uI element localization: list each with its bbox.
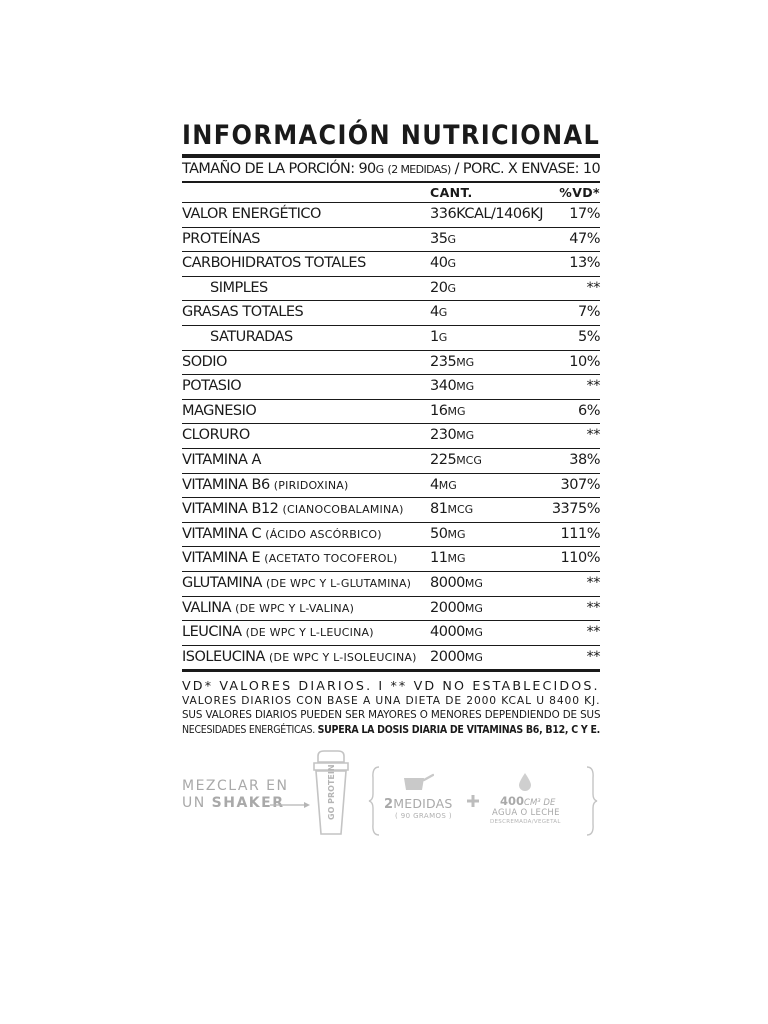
table-row [182,399,600,424]
water-amount-label [500,794,555,808]
water-unit: CM³ DE [524,798,556,808]
nutrient-amount [430,474,457,498]
nutrient-name [182,252,366,276]
amount-unit: MG [464,650,483,664]
amount-unit: MCG [456,453,482,467]
amount-value: 8000 [430,574,465,591]
nutrient-label: VITAMINA C [182,525,266,542]
nutrient-vd: ** [586,427,600,444]
nutrient-vd: 6% [577,402,600,419]
column-header-row [182,183,600,202]
left-brace-icon [368,766,380,836]
table-row [182,645,600,673]
nutrient-amount [430,523,465,547]
nutrient-vd: 38% [569,451,600,468]
nutrient-amount [430,351,474,375]
panel-title: INFORMACIÓN NUTRICIONAL [182,120,601,151]
amount-value: 4 [430,476,439,493]
amount-unit: G [447,281,456,295]
amount-unit: MCG [447,503,474,517]
nutrient-name [210,326,293,350]
nutrient-vd: ** [586,279,600,296]
amount-unit: MG [438,478,457,492]
water-drop-icon [518,772,532,792]
nutrient-note: (DE WPC Y L-LEUCINA) [245,626,374,640]
amount-unit: MG [456,355,475,369]
amount-value: 2000 [430,599,465,616]
mixing-instructions [180,750,600,850]
nutrient-name [182,547,397,571]
nutrient-vd: ** [586,624,600,641]
table-row [182,522,600,547]
nutrient-label: GLUTAMINA [182,574,267,591]
nutrient-vd: ** [586,574,600,591]
amount-value: 340 [430,378,457,395]
serving-main: TAMAÑO DE LA PORCIÓN: 90 [182,161,376,177]
nutrient-name [182,498,404,522]
plus-icon [466,794,480,808]
nutrient-name [182,301,303,325]
table-row [182,202,600,227]
amount-unit: G [447,257,456,271]
nutrient-label: CLORURO [182,427,250,444]
nutrient-amount [430,301,447,325]
nutrient-note: (DE WPC Y L-GLUTAMINA) [266,576,412,590]
nutrient-vd: 3375% [551,501,600,518]
nutrient-label: VALINA [182,599,236,616]
table-row [182,374,600,399]
nutrient-vd: 10% [569,353,600,370]
mix-line-2-bold: SHAKER [211,795,285,811]
amount-unit: MG [464,601,483,615]
table-row [182,546,600,571]
nutrient-amount [430,498,473,522]
nutrient-name [182,474,349,498]
footnote-line-4 [182,723,600,738]
amount-unit: MG [456,429,475,443]
nutrient-vd: 111% [560,525,600,542]
nutrient-name [182,203,321,227]
nutrient-vd: ** [586,378,600,395]
nutrient-name [182,228,260,252]
nutrient-note: (DE WPC Y L-VALINA) [235,601,355,615]
nutrient-name [182,572,411,596]
table-row [182,448,600,473]
footnote-line-2: VALORES DIARIOS CON BASE A UNA DIETA DE 2000 KCAL U 8400 KJ. [182,694,601,708]
nutrient-label: VITAMINA B12 [182,501,283,518]
amount-value: 235 [430,353,457,370]
nutrient-amount [430,449,482,473]
amount-value: 230 [430,427,457,444]
nutrient-amount [430,646,483,670]
nutrient-label: SIMPLES [210,279,268,296]
table-row [182,473,600,498]
amount-column-header: CANT. [430,185,473,200]
nutrient-name [182,375,241,399]
measures-text: MEDIDAS [393,796,453,811]
nutrient-name [182,449,261,473]
nutrient-name [182,646,417,670]
nutrient-label: GRASAS TOTALES [182,304,304,321]
amount-value: 11 [430,550,448,567]
footnote-line-4-bold: SUPERA LA DOSIS DIARIA DE VITAMINAS B6, B12, C Y E. [317,725,600,737]
nutrient-label: PROTEÍNAS [182,230,260,247]
amount-value: 40 [430,255,448,272]
water-type: AGUA O LECHE [492,808,560,818]
amount-unit: MG [464,626,483,640]
serving-size [182,158,600,180]
nutrient-note: (PIRIDOXINA) [273,478,349,492]
amount-unit: MG [464,576,483,590]
nutrient-note: (DE WPC Y L-ISOLEUCINA) [269,650,417,664]
nutrient-amount [430,375,474,399]
nutrient-label: VITAMINA A [182,451,261,468]
nutrient-vd: 307% [560,476,600,493]
water-type-detail: DESCREMADA/VEGETAL [490,819,561,825]
vd-column-header: %VD* [559,185,600,200]
measures-count: 2 [384,797,394,812]
nutrient-note: (CIANOCOBALAMINA) [282,503,404,517]
amount-value: 225 [430,451,457,468]
nutrient-name [182,523,382,547]
amount-value: 16 [430,402,448,419]
amount-unit: G [438,330,448,344]
nutrient-name [210,277,268,301]
nutrient-label: ISOLEUCINA [182,648,270,665]
nutrient-amount [430,228,456,252]
scoop-icon [400,772,434,792]
nutrient-vd: 5% [577,328,600,345]
table-row [182,251,600,276]
nutrient-label: SODIO [182,353,227,370]
nutrient-label: SATURADAS [210,328,293,345]
table-row [182,276,600,301]
nutrient-name [182,400,256,424]
nutrient-amount [430,572,483,596]
nutrient-label: MAGNESIO [182,402,257,419]
nutrient-vd: 17% [569,206,600,222]
amount-unit: G [438,306,448,320]
nutrient-table [182,202,600,672]
nutrient-amount [430,277,456,301]
footnote-line-1: VD* VALORES DIARIOS. I ** VD NO ESTABLECIDOS. [182,678,600,694]
amount-value: 4000 [430,624,465,641]
amount-unit: MG [456,380,475,394]
amount-value: 1 [430,328,439,345]
amount-value: 35 [430,230,448,247]
amount-value: 50 [430,525,448,542]
amount-value: 4 [430,304,439,321]
shaker-brand-text: GO PROTEIN [327,764,336,820]
amount-unit: MG [447,552,466,566]
nutrient-amount [430,424,474,448]
nutrient-name [182,621,374,645]
footnote-line-4-plain: NECESIDADES ENERGÉTICAS. [182,725,318,737]
amount-unit: MG [447,404,466,418]
nutrient-label: VALOR ENERGÉTICO [182,206,321,222]
nutrient-amount [430,203,543,227]
nutrition-panel [182,120,600,738]
mix-line-2-plain: UN [182,795,212,811]
amount-value: 336KCAL/1406KJ [430,206,544,222]
amount-value: 81 [430,501,448,518]
nutrient-vd: 47% [569,230,600,247]
nutrient-label: LEUCINA [182,624,246,641]
nutrient-label: POTASIO [182,378,242,395]
nutrient-name [182,597,354,621]
footnote-line-3: SUS VALORES DIARIOS PUEDEN SER MAYORES O MENORES DEPENDIENDO DE SUS [182,710,601,722]
serving-note: (2 MEDIDAS) [387,163,451,176]
table-row [182,620,600,645]
amount-unit: G [447,232,456,246]
nutrient-vd: 13% [569,255,600,272]
table-row [182,227,600,252]
table-row [182,423,600,448]
measures-grams: ( 90 GRAMOS ) [395,812,453,820]
right-brace-icon [586,766,598,836]
nutrient-amount [430,400,465,424]
nutrient-vd: ** [586,648,600,665]
nutrient-amount [430,597,483,621]
serving-unit: G [375,163,384,176]
nutrient-amount [430,547,465,571]
measures-label [384,796,453,812]
nutrient-vd: ** [586,599,600,616]
table-row [182,325,600,350]
table-row [182,497,600,522]
nutrient-vd: 7% [577,304,600,321]
water-amount: 400 [500,794,525,808]
amount-value: 20 [430,279,448,296]
footnotes [182,678,600,738]
nutrient-amount [430,252,456,276]
nutrient-note: (ACETATO TOCOFEROL) [264,552,398,566]
shaker-icon [308,750,354,836]
nutrient-name [182,424,250,448]
nutrient-label: VITAMINA B6 [182,476,274,493]
nutrient-amount [430,621,483,645]
nutrient-label: VITAMINA E [182,550,265,567]
nutrient-note: (ÁCIDO ASCÓRBICO) [265,527,382,541]
nutrient-label: CARBOHIDRATOS TOTALES [182,255,366,272]
table-row [182,300,600,325]
table-row [182,596,600,621]
mix-line-1: MEZCLAR EN [182,778,289,794]
table-row [182,571,600,596]
nutrient-amount [430,326,447,350]
nutrient-vd: 110% [560,550,600,567]
table-row [182,350,600,375]
amount-unit: MG [447,527,466,541]
nutrient-name [182,351,227,375]
amount-value: 2000 [430,648,465,665]
arrow-right-icon [270,801,310,809]
serving-rest: / PORC. X ENVASE: 10 [454,161,601,177]
